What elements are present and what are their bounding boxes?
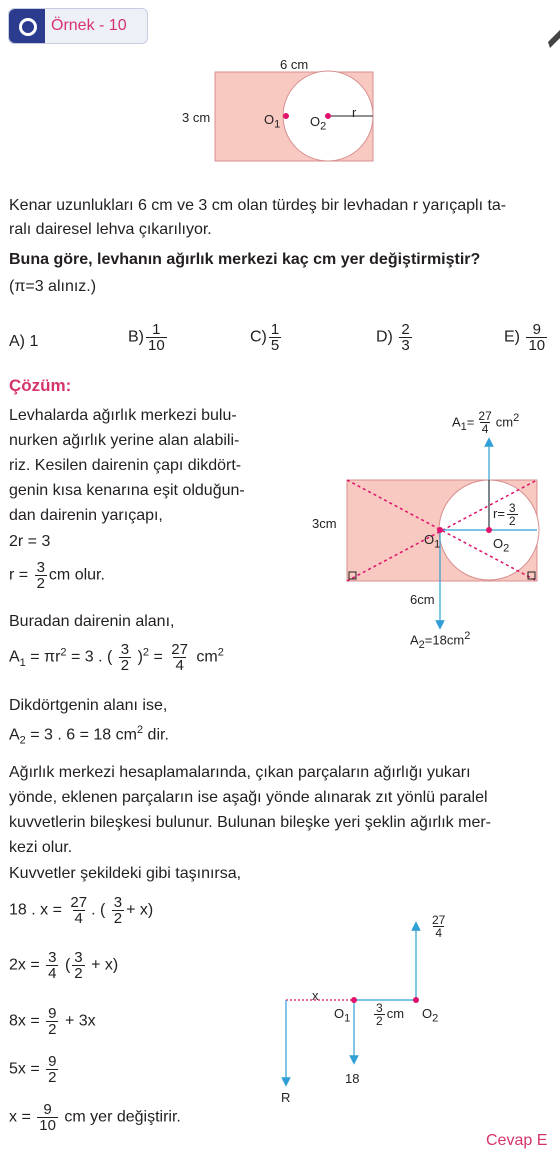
fig3-top-force: $\frac{27}{4}$ [432, 913, 446, 940]
fig2-r-label: r= $\frac{3}{2}$ [493, 501, 516, 528]
pencil-icon [546, 28, 560, 50]
fig2-bottom-label: 6cm [410, 592, 435, 607]
example-badge [8, 8, 148, 44]
fig2-a2-label: $A_2=18cm^2$ [410, 630, 471, 651]
fig3-force-18: 18 [345, 1071, 360, 1086]
example-label: Örnek - 10 [51, 17, 127, 34]
option-c: C) $\frac{1}{5}$ [250, 321, 280, 354]
solution-heading: Çözüm: [9, 376, 72, 395]
equation-7: 8x = $\frac{9}{2}$ + 3x [9, 1005, 96, 1038]
option-a: A) 1 [9, 333, 39, 350]
fig2-side-label: 3cm [312, 516, 337, 531]
fig3-r-label: R [281, 1090, 291, 1105]
fig2-a1-label: $A_1=$ $\frac{27}{4}$ $cm^2$ [452, 409, 520, 437]
question-text: Buna göre, levhanın ağırlık merkezi kaç cm yer değiştirmiştir? [9, 251, 481, 268]
solution-paragraph-1: Levhalarda ağırlık merkezi bulu- nurken ağırlık yerine alan alabili- riz. Kesilen dairenin çapı dikdört- genin kısa kenarına eşit olduğun- dan dairenin yarıçapı, [9, 407, 245, 524]
equation-a1: $A_1 = \pi r^2 = 3$ . ( $\frac{3}{2}$ )$^2$ = $\frac{27}{4}$ $cm^2$ [9, 641, 224, 674]
fig2-o2-label: $O_2$ [493, 536, 510, 555]
fig3-x-label: x [312, 988, 319, 1003]
hint-text: (π=3 alınız.) [9, 278, 97, 295]
solution-paragraph-2: Buradan dairenin alanı, [9, 613, 175, 630]
fig3-distance-label: $\frac{3}{2}$ cm [376, 1001, 405, 1028]
solution-paragraph-3: Dikdörtgenin alanı ise, [9, 697, 168, 714]
fig1-r-label: r [352, 105, 357, 120]
equation-5: 18 . x = $\frac{27}{4}$ . ( $\frac{3}{2}$ + x) [9, 894, 154, 927]
equation-a2: $A_2 = 3$ . 6 = 18 $cm^2$ dir. [9, 724, 169, 747]
fig2-o1-label: $O_1$ [424, 532, 441, 551]
circle-icon [9, 9, 45, 43]
fig1-width-label: 6 cm [280, 57, 309, 72]
fig3-o1-label: $O_1$ [334, 1006, 351, 1025]
fig1-o2-label: $O_2$ [310, 114, 327, 133]
equation-8: 5x = $\frac{9}{2}$ [9, 1053, 57, 1086]
option-d: D) $\frac{2}{3}$ [376, 321, 410, 354]
problem-line-2: ralı dairesel lehva çıkarılıyor. [9, 221, 212, 238]
problem-line-1: Kenar uzunlukları 6 cm ve 3 cm olan türdeş bir levhadan r yarıçaplı ta- [9, 197, 507, 214]
equation-6: 2x = $\frac{3}{4}$ ( $\frac{3}{2}$ + x) [9, 949, 119, 982]
answer-label: Cevap E [486, 1132, 548, 1149]
solution-paragraph-4: Ağırlık merkezi hesaplamalarında, çıkan parçaların ağırlığı yukarı yönde, eklenen parçaların ise aşağı yönde alınarak zıt yönlü paralel kuvvetlerin bileşkesi bulunur. Bulunan bileşke yeri şeklin ağırlık mer- kezi olur. [9, 764, 491, 856]
equation-r: r = $\frac{3}{2}$ cm olur. [9, 559, 105, 592]
solution-paragraph-5: Kuvvetler şekildeki gibi taşınırsa, [9, 865, 242, 882]
equation-9: x = $\frac{9}{10}$ cm yer değiştirir. [9, 1101, 181, 1134]
fig1-height-label: 3 cm [182, 110, 211, 125]
fig3-o2-label: $O_2$ [422, 1006, 439, 1025]
option-e: E) $\frac{9}{10}$ [504, 321, 546, 354]
option-b: B) $\frac{1}{10}$ [128, 321, 165, 354]
fig1-o1-label: $O_1$ [264, 112, 281, 131]
equation-2r: 2r = 3 [9, 533, 51, 550]
